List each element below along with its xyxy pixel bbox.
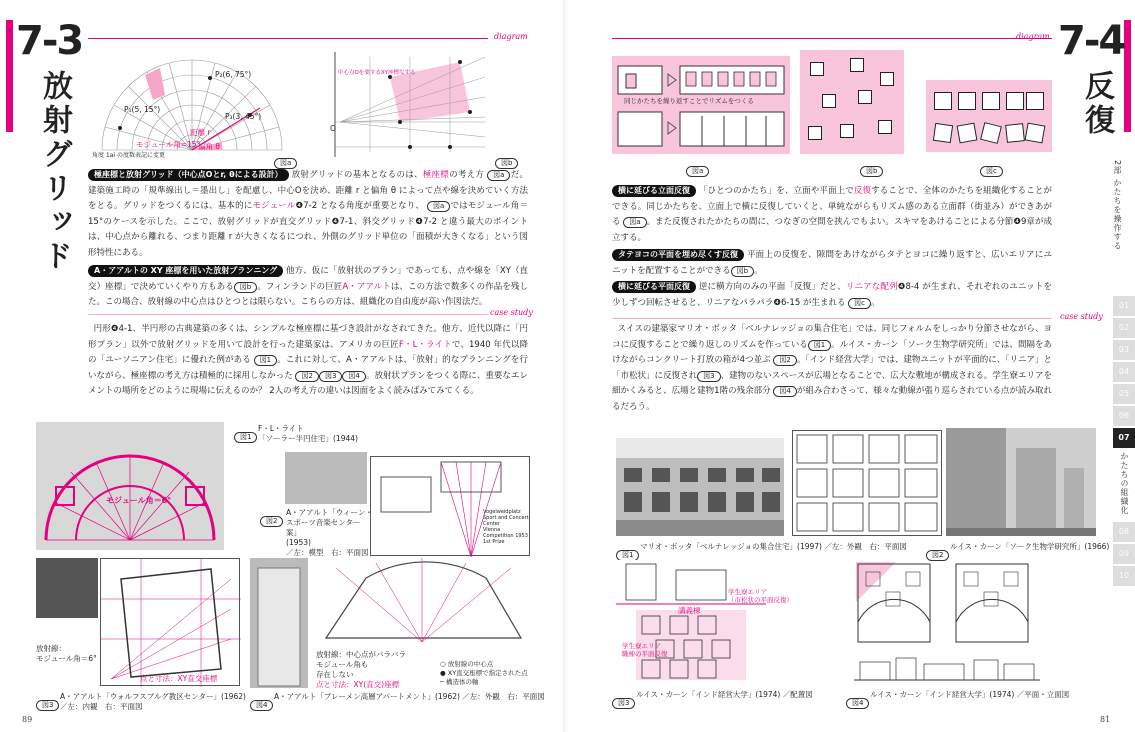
fig-a-tag-right: 図a (686, 158, 709, 177)
fig-a-diagram (612, 56, 790, 154)
fig3-tag-right: 図3 (612, 690, 635, 709)
fig2-tag-right: 図2 (926, 542, 949, 561)
diagram-a-polar (90, 50, 295, 162)
fig4-caption: A・アアルト「ブレーメン高層アパートメント」(1962) ／左：外観 右：平面図 (274, 692, 545, 701)
diagram-b-xy (330, 52, 490, 162)
chapter-number: 7-3 (16, 18, 83, 64)
chapter-tab-02[interactable]: 02 (1113, 318, 1135, 338)
fig3-tag: 図3 (36, 692, 59, 711)
fig4-label-2: 点と寸法：XY(直交)座標 (316, 680, 400, 689)
case-section-label: case study (490, 308, 533, 317)
fig4-label-1: 放射線：中心点がバラバラ モジュール角も 存在しない (316, 650, 406, 679)
fig4-legend: ○ 放射線の中心点 ● XY直交座標で指定された点 ─ 構造体の軸 (440, 660, 528, 686)
diagram-section-label: diagram (494, 32, 528, 41)
chapter-title: 放射グリッド (37, 70, 72, 274)
diagram-a-axis-note: 角度 1ai の度数表記に変更 (92, 152, 165, 159)
chapter-tab-07-active[interactable]: 07 (1113, 428, 1135, 448)
diagram-a-p2: P₂(6, 75°) (215, 70, 252, 79)
chapter-tab-03[interactable]: 03 (1113, 340, 1135, 360)
fig-c-diagram (926, 80, 1052, 152)
fig2-note: Vogelweidplatz Sport and Concert Center Vienna Competition 1953 1st Prize (483, 509, 529, 545)
fig1-plan-photo (36, 422, 224, 550)
chapter-tab-09[interactable]: 09 (1113, 544, 1135, 564)
active-chapter-name: かたちの組織化 (1120, 452, 1129, 515)
fig3-label-dorm: 学生寮エリア 職棟の平面反復 (622, 642, 668, 658)
fig4-plan (316, 558, 528, 642)
fig2-salk-photo (946, 428, 1096, 536)
case-rule (88, 314, 488, 315)
chapter-number-right: 7-4 (1058, 18, 1125, 64)
fig2-plan (370, 456, 530, 556)
fig3-label-lecture: 講義棟 (678, 606, 701, 615)
fig4-caption-right: ルイス・カーン「インド経営大学」(1974) ／平面・立面図 (870, 690, 1070, 699)
fig-c-tag-right: 図c (980, 158, 1003, 177)
fig4-plan-b (954, 562, 1030, 644)
diagram-rule (88, 38, 488, 39)
fig4-elevation (854, 654, 1040, 682)
fig4-exterior-photo (250, 558, 308, 688)
chapter-tabs (1113, 296, 1135, 588)
diagram-b-origin: O (330, 124, 336, 133)
fig2-model-photo (285, 452, 367, 504)
chapter-tab-10[interactable]: 10 (1113, 566, 1135, 586)
fig1-botta-photo (616, 438, 784, 536)
diagram-a-module-angle: モジュール角=15° (136, 140, 201, 149)
fig1-tag-right: 図1 (616, 542, 639, 561)
fig4-plan-a (856, 562, 932, 644)
chapter-tab-06[interactable]: 06 (1113, 406, 1135, 426)
diagram-a-p1: P₁(5, 15°) (124, 105, 161, 114)
chapter-title-right: 反復 (1079, 70, 1114, 138)
diagram-a-p3: P₃(3, 45°) (225, 112, 262, 121)
right-page-number: 81 (1100, 715, 1111, 724)
diagram-section-label-right: diagram (1016, 32, 1050, 41)
case-section-label-right: case study (1060, 312, 1103, 321)
fig-b-tag: 図b (495, 150, 518, 169)
fig1-tag: 図1 (234, 424, 257, 443)
fig1-botta-plan (792, 430, 942, 536)
fig3-interior-photo (36, 558, 98, 618)
right-page (568, 0, 1135, 732)
left-page (0, 0, 565, 732)
fig-b-tag-right: 図b (860, 158, 883, 177)
chapter-tab-04[interactable]: 04 (1113, 362, 1135, 382)
chapter-tab-05[interactable]: 05 (1113, 384, 1135, 404)
fig1-overlay: モジュール角＝6° (106, 496, 172, 505)
diagram-b-note: 中心点Oを要するXY座標なする (338, 70, 416, 76)
case-rule-right (612, 318, 1052, 319)
fig2-caption-right: ルイス・カーン「ソーク生物学研究所」(1966) (950, 542, 1110, 551)
diagram-a-angle: 偏角 θ (198, 142, 220, 151)
chapter-accent-bar (6, 20, 13, 132)
right-block-2: タテヨコの平面を埋め尽くす反復 平面上の反復を、隙間をあけながらタテとヨコに繰り返すと、広いエリアにユニットを配置することができる 図b 。 (612, 250, 1053, 276)
diagram-a-radius: 距離 r (190, 128, 211, 137)
fig2-caption: A・アアルト「ウィーン・スポーツ音楽センター案」 (1953) ／左：模型 右：平面図 (286, 508, 373, 557)
fig2-tag: 図2 (260, 508, 283, 527)
fig3-plan (100, 558, 240, 686)
fig3-caption-right: ルイス・カーン「インド経営大学」(1974) ／配置図 (636, 690, 813, 699)
fig3-site-plan (616, 560, 766, 686)
fig3-label-1: 放射線： モジュール角＝6° (36, 644, 97, 663)
fig3-label-checker: 学生寮エリア （市松状の平面反復） (728, 588, 793, 604)
side-part-label: 2部 かたちを操作する (1113, 160, 1122, 251)
fig-b-diagram (800, 50, 904, 154)
right-block-1: 横に延びる立面反復 「ひとつのかたち」を、立面や平面上で反復することで、全体のかたちを組織化することができる。同じかたちを、立面上で横に反復していくと、単純ながらもリズム感のある立面群（街並み）ができあがる 図a 。また反復されたかたちの間に、つなぎの空間を挟んでもよい。スキマをあけることによる分節❹9章が成立する。 (612, 186, 1052, 243)
fig3-caption: A・アアルト「ウォルフスブルグ教区センター」(1962) ／左：内観 右：平面図 (60, 692, 246, 711)
fig3-label-2: 点と寸法：XY直交座標 (140, 674, 218, 683)
fig-a-caption: 同じかたちを繰り返すことでリズムをつくる (624, 97, 754, 105)
fig1-caption-right: マリオ・ボッタ「ベルナレッジョの集合住宅」(1997) ／左：外観 右：平面図 (640, 542, 907, 551)
fig4-tag: 図4 (250, 692, 273, 711)
chapter-accent-bar-right (1124, 20, 1131, 132)
right-block-3: 横に延びる平面反復 逆に横方向のみの平面「反復」だと、リニアな配列❹8-4 が生まれ、それぞれのユニットを少しずつ回転させると、リニアなパラパラ❹6-15 が生まれる 図c 。 (612, 282, 1052, 308)
fig4-tag-right: 図4 (846, 690, 869, 709)
chapter-tab-01[interactable]: 01 (1113, 296, 1135, 316)
left-case-study: 円形❹4-1、半円形の古典建築の多くは、シンプルな極座標に基づき設計がなされてきた。他方、近代以降に「円形プラン」以外で放射グリッドを用いて設計を行った建築家は、アメリカの巨匠F・L・ライトで、1940 年代以降の「ユーソニアン住宅」に優れた例がある 図1 。これに対して、A・アアルトは、「放射」的なプランニングを行いながら、極座標の考え方は積極的に採用しなかった 図2 図3 図4 。放射状プランをつくる際に、重要なエレメントの場所をどのように現場に伝えるのか？ 2人の考え方の違いは図面をよく読みばみてみてくる。 (88, 324, 529, 396)
left-block-1: 極座標と放射グリッド（中心点Oとr, θによる設計） 放射グリッドの基本となるのは、極座標の考え方 図a だ。建築施工時の「規準線出し＝墨出し」を配慮し、中心Oを決め、距離 r と偏角 θ によって点や線を決めていく方法をとる。グリッドをつくるには、基本的にモジュール❹7-2 となる角度が重要となり、 図a ではモジュール角＝15°のケースを示した。ここで、放射グリッドが直交グリッド❹7-1、斜交グリッド❹7-2 と違う最大のポイントは、中心点から離れる、つまり距離 r が大きくなるにつれ、外側のグリッド単位の「面積が大きくなる」という図形特性にある。 (88, 170, 528, 258)
diagram-rule-right (612, 38, 1052, 39)
fig1-caption: F・L・ライト 「ソーラー半円住宅」(1944) (258, 424, 358, 443)
left-block-2: A・アアルトの XY 座標を用いた放射プランニング 他方、仮に「放射状のプラン」であっても、点や線を「XY（直交）座標」で決めていくやり方もある 図b 。フィンランドの巨匠A・アアルトは、この方法で数多くの作品を残した。この場合、放射線の中心点はひとつとは限らない。こちらの方は、組織化の自由度が高い作図法だ。 (88, 266, 529, 307)
fig-a-tag: 図a (274, 150, 297, 169)
right-case-study: スイスの建築家マリオ・ボッタ「ベルナレッジョの集合住宅」では、同じフォルムをしっかり分節させながら、ヨコに反復することで繰り返しのリズムを作っている 図1 。ルイス・カーン「ソーク生物学研究所」では、間隔をあけながらコンクリート打放の箱が4つ並ぶ 図2 。「インド経営大学」では、建物ユニットが平面的に、「リニア」と「市松状」に反復され 図3 、建物のないスペースが広場となることで、広大な敷地が構成される。学生寮エリアを細かくみると、広場と建物1階の残余部分 図4 が組み合わさって、様々な動線が張り巡らされている点が読み取れるだろう。 (612, 324, 1053, 412)
left-page-number: 89 (22, 715, 33, 724)
chapter-tab-08[interactable]: 08 (1113, 522, 1135, 542)
